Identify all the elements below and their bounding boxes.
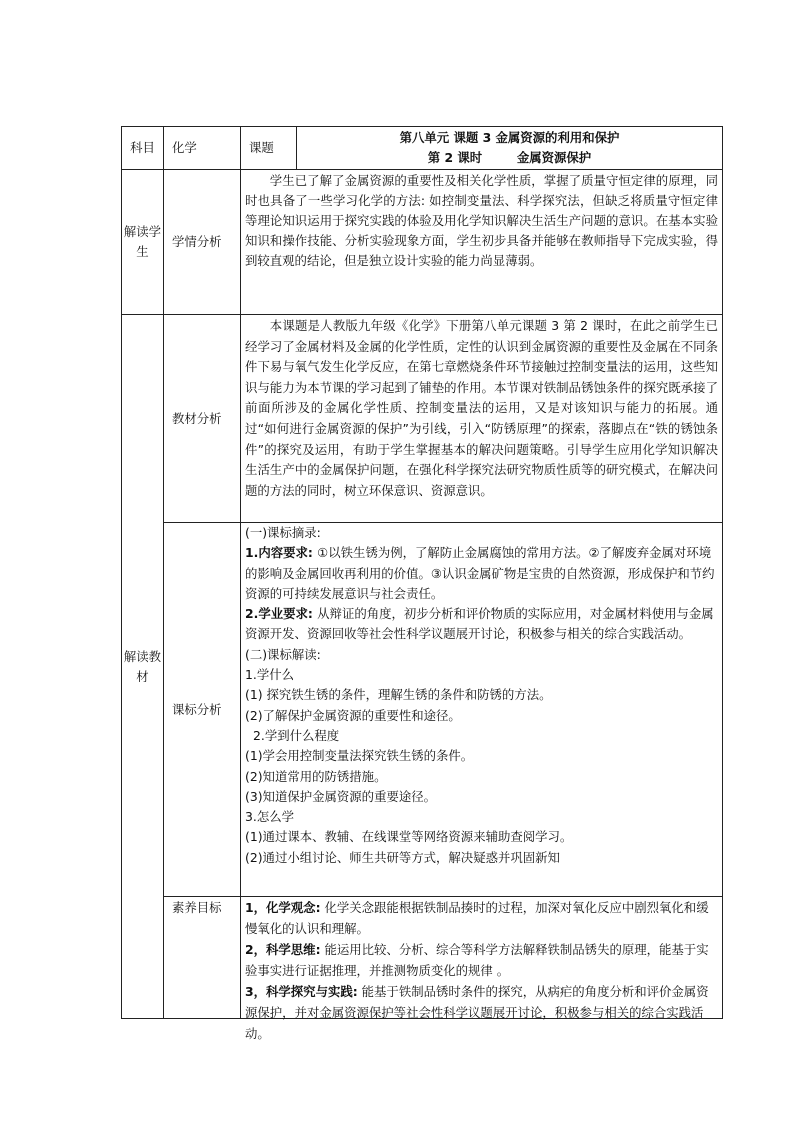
std-line-12: 3.怎么学 (245, 809, 294, 825)
lesson-plan-table (121, 126, 723, 1041)
literacy-item-1-head: 1，化学观念: (245, 900, 321, 915)
std-line-7: (2)了解保护金属资源的重要性和途径。 (245, 707, 461, 723)
std-content-req (245, 543, 719, 604)
std-line-13: (1)通过课本、教辅、在线课堂等网络资源来辅助查阅学习。 (245, 829, 573, 845)
literacy-item-3-body: 能基于铁制品锈时条件的探究，从病疟的角度分析和评价金属资源保护，并对金属资源保护等社会性科学议题展开讨论，积极参与相关的综合实践活动。 (245, 984, 709, 1041)
literacy-item-2-head: 2，科学思维: (245, 942, 321, 957)
literacy-content (245, 897, 718, 1041)
std-academic-req (245, 604, 719, 645)
std-line-8: 2.学到什么程度 (253, 727, 340, 743)
literacy-item-1 (245, 897, 718, 939)
section-student: 解读学生 (122, 170, 164, 315)
std-line-6: (1) 探究铁生锈的条件，理解生锈的条件和防锈的方法。 (245, 687, 552, 703)
lesson-title (297, 127, 723, 170)
literacy-item-3 (245, 981, 718, 1044)
section-material: 解读教材 (122, 315, 164, 1019)
title-line-2 (297, 148, 722, 168)
literacy-item-3-head: 3，科学探究与实践: (245, 984, 358, 999)
std-line-11: (3)知道保护金属资源的重要途径。 (245, 788, 437, 804)
material-paragraph: 本课题是人教版九年级《化学》下册第八单元课题 3 第 2 课时，在此之前学生已经学习了金属材料及金属的化学性质，定性的认识到金属资源的重要性及金属在不同条件下易与氧气发生化学反应，在第七章燃烧条件环节接触过控制变量法的运用，这些知识与能力为本节课的学习起到了铺垫的作用。本节课对铁制品锈蚀条件的探究既承接了前面所涉及的金属化学性质、控制变量法的运用，又是对该知识与能力的拓展。通过“如何进行金属资源的保护”为引线，引入“防锈原理”的探索，落脚点在“铁的锈蚀条件”的探究及运用，有助于学生掌握基本的解决问题策略。引导学生应用化学知识解决生活生产中的金属保护问题，在强化科学探究法研究物质性质等的研究模式，在解决问题的方法的同时，树立环保意识、资源意识。 (245, 318, 718, 498)
student-analysis-text (241, 170, 723, 315)
topic-label: 课题 (241, 127, 297, 170)
subject-value: 化学 (164, 127, 241, 170)
title-period: 第 2 课时 (427, 150, 483, 165)
literacy-goal-label: 素养目标 (164, 897, 241, 1019)
std-line-10: (2)知道常用的防锈措施。 (245, 768, 387, 784)
material-row (122, 315, 723, 523)
literacy-item-2 (245, 939, 718, 981)
standard-analysis-label: 课标分析 (164, 523, 241, 897)
literacy-item-1-body: 化学关念跟能根据铁制品揍时的过程，加深对氧化反应中剧烈氧化和缓慢氧化的认识和理解。 (245, 900, 709, 936)
std-line-9: (1)学会用控制变量法探究铁生锈的条件。 (245, 748, 474, 764)
header-row (122, 127, 723, 170)
std-content-req-body: ①以铁生锈为例，了解防止金属腐蚀的常用方法。②了解废弃金属对环境的影响及金属回收再利用的价值。③认识金属矿物是宝贵的自然资源，形成保护和节约资源的可持续发展意识与社会责任。 (245, 545, 715, 601)
std-line-5: 1.学什么 (245, 667, 294, 683)
material-analysis-text (241, 315, 723, 523)
std-academic-req-head: 2.学业要求: (245, 606, 318, 622)
literacy-row (122, 897, 723, 1019)
literacy-goal-text (241, 897, 723, 1041)
standard-row (122, 523, 723, 897)
student-row (122, 170, 723, 315)
std-line-4: (二)课标解读: (245, 646, 321, 662)
std-academic-req-body: 从辩证的角度，初步分析和评价物质的实际应用，对金属材料使用与金属资源开发、资源回收等社会性科学议题展开讨论，积极参与相关的综合实践活动。 (245, 606, 714, 642)
title-line-1: 第八单元 课题 3 金属资源的利用和保护 (399, 130, 620, 145)
title-topic: 金属资源保护 (516, 150, 592, 165)
standard-analysis-text (241, 523, 723, 897)
student-paragraph: 学生已了解了金属资源的重要性及相关化学性质，掌握了质量守恒定律的原理，同时也具备了一些学习化学的方法: 如控制变量法、科学探究法，但缺乏将质量守恒定律等理论知识运用于探究实践的体验及用化学知识解决生活生产问题的意识。在基本实验知识和操作技能、分析实验现象方面，学生初步具备并能够在教师指导下完成实验，得到较直观的结论，但是独立设计实验的能力尚显薄弱。 (245, 173, 718, 268)
material-analysis-label: 教材分析 (164, 315, 241, 523)
std-content-req-head: 1.内容要求: (245, 545, 318, 561)
std-line-14: (2)通过小组讨论、师生共研等方式，解决疑惑并巩固新知 (245, 849, 560, 865)
std-line-1: (一)课标摘录: (245, 525, 321, 540)
subject-label: 科目 (122, 127, 164, 170)
student-analysis-label: 学情分析 (164, 170, 241, 315)
literacy-item-2-body: 能运用比较、分析、综合等科学方法解释铁制品锈失的原理，能基于实验事实进行证据推理，并推测物质变化的规律 。 (245, 942, 709, 978)
